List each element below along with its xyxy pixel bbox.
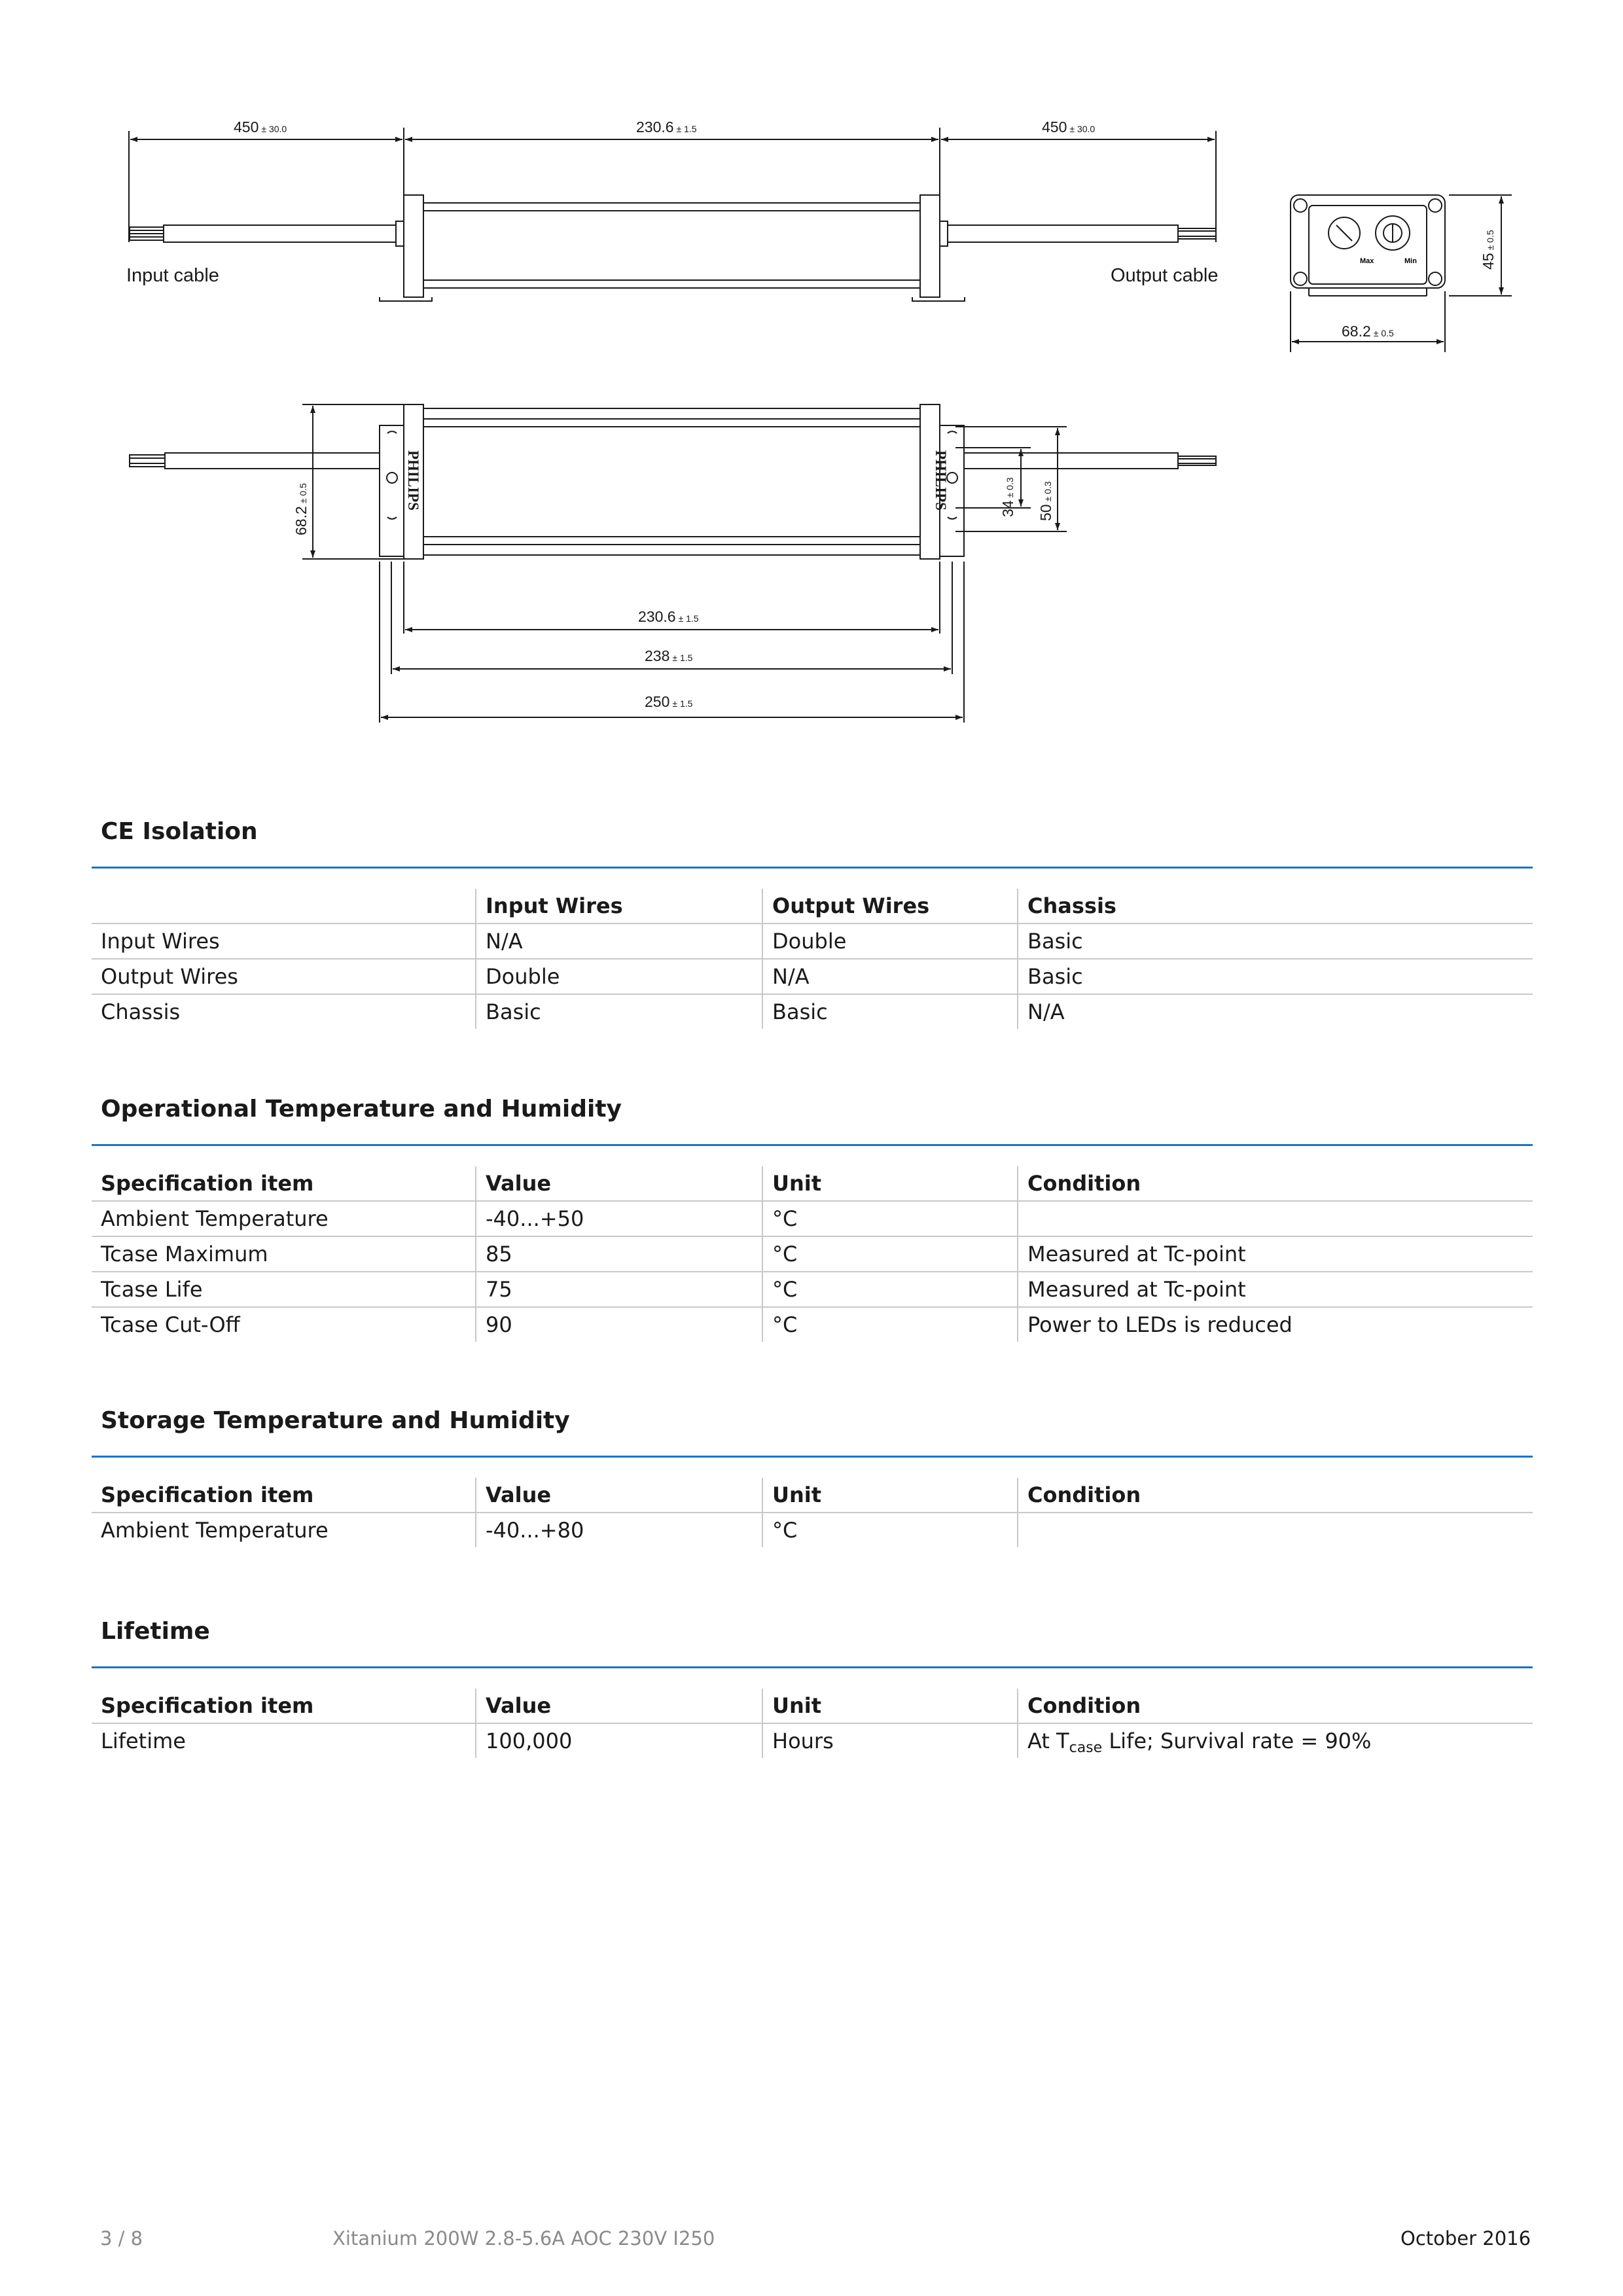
table-cell: N/A xyxy=(762,959,1018,994)
table-header-row xyxy=(92,1166,1533,1201)
table-cell: Basic xyxy=(476,994,762,1029)
table-cell: Double xyxy=(762,924,1018,959)
plan-total-length-dim: 250 ± 1.5 xyxy=(645,693,693,710)
technical-drawing xyxy=(0,0,1623,772)
table-cell: Chassis xyxy=(101,999,181,1024)
plan-width-dim: 68.2± 0.5 xyxy=(293,483,310,535)
table-cell: Measured at Tc-point xyxy=(1018,1272,1533,1307)
table-cell: Power to LEDs is reduced xyxy=(1018,1307,1533,1342)
storage-temp-table xyxy=(92,1478,1533,1547)
header-cell: Condition xyxy=(1018,1166,1533,1201)
page-number: 3 / 8 xyxy=(100,2227,143,2250)
lifetime-title: Lifetime xyxy=(101,1618,210,1645)
header-cell: Unit xyxy=(762,1478,1018,1513)
table-cell: 90 xyxy=(476,1307,762,1342)
table-cell: Double xyxy=(476,959,762,994)
plan-mount-inner-dim: 34± 0.3 xyxy=(999,477,1016,517)
table-cell: Tcase Cut-Off xyxy=(101,1312,240,1337)
table-header-row xyxy=(92,1478,1533,1513)
table-row xyxy=(92,1307,1533,1342)
table-cell: 85 xyxy=(476,1236,762,1272)
table-row xyxy=(92,1723,1533,1758)
table-cell: °C xyxy=(762,1513,1018,1547)
header-cell: Input Wires xyxy=(476,889,762,924)
table-header-row xyxy=(92,1689,1533,1723)
table-cell xyxy=(1018,1513,1533,1547)
table-row xyxy=(92,1272,1533,1307)
operational-temp-table xyxy=(92,1166,1533,1342)
section-divider xyxy=(92,867,1533,869)
table-row xyxy=(92,1236,1533,1272)
end-width-dim: 68.2 ± 0.5 xyxy=(1342,323,1394,340)
table-cell: °C xyxy=(762,1236,1018,1272)
section-divider xyxy=(92,1144,1533,1146)
ce-isolation-table xyxy=(92,889,1533,1029)
table-cell: N/A xyxy=(1018,994,1533,1029)
product-name: Xitanium 200W 2.8-5.6A AOC 230V I250 xyxy=(332,2227,715,2250)
header-cell: Specification item xyxy=(92,1689,476,1723)
table-cell: Tcase Maximum xyxy=(92,1236,476,1272)
header-cell: Condition xyxy=(1018,1689,1533,1723)
table-cell: Basic xyxy=(1018,924,1533,959)
table-cell: Ambient Temperature xyxy=(101,1518,329,1543)
header-cell: Value xyxy=(476,1166,762,1201)
table-row xyxy=(92,959,1533,994)
table-row xyxy=(92,994,1533,1029)
header-cell: Output Wires xyxy=(762,889,1018,924)
table-cell: Tcase Life xyxy=(92,1272,476,1307)
header-cell xyxy=(92,889,476,924)
condition-prefix: At T xyxy=(1027,1729,1069,1753)
table-cell: °C xyxy=(762,1307,1018,1342)
table-cell: -40...+50 xyxy=(476,1201,762,1236)
table-cell: Lifetime xyxy=(101,1729,186,1753)
operational-temp-title: Operational Temperature and Humidity xyxy=(101,1096,622,1122)
table-cell: 75 xyxy=(476,1272,762,1307)
table-cell: 100,000 xyxy=(476,1723,762,1758)
table-row xyxy=(92,1201,1533,1236)
table-cell xyxy=(1018,1201,1533,1236)
lifetime-table xyxy=(92,1689,1533,1758)
table-cell: Basic xyxy=(1018,959,1533,994)
header-cell: Value xyxy=(476,1689,762,1723)
end-view-drawing xyxy=(1291,195,1512,352)
header-cell: Unit xyxy=(762,1689,1018,1723)
document-date: October 2016 xyxy=(1400,2227,1531,2250)
plan-mount-outer-dim: 50± 0.3 xyxy=(1037,481,1054,521)
header-cell: Chassis xyxy=(1018,889,1533,924)
input-cable-label: Input cable xyxy=(126,265,219,286)
table-cell: Output Wires xyxy=(92,959,476,994)
table-cell: °C xyxy=(762,1272,1018,1307)
lifetime-condition-cell xyxy=(1018,1723,1533,1758)
table-cell: Measured at Tc-point xyxy=(1018,1236,1533,1272)
table-row xyxy=(92,924,1533,959)
table-cell: Basic xyxy=(762,994,1018,1029)
knob-max-label: Max xyxy=(1360,257,1374,265)
header-cell: Specification item xyxy=(92,1166,476,1201)
output-cable-label: Output cable xyxy=(1111,265,1219,286)
table-header-row xyxy=(92,889,1533,924)
header-cell: Unit xyxy=(762,1166,1018,1201)
table-cell: Input Wires xyxy=(92,924,476,959)
header-cell: Condition xyxy=(1018,1478,1533,1513)
condition-suffix: Life; Survival rate = 90% xyxy=(1102,1729,1372,1753)
table-cell: N/A xyxy=(476,924,762,959)
storage-temp-title: Storage Temperature and Humidity xyxy=(101,1407,570,1434)
table-row xyxy=(92,1513,1533,1547)
table-cell: -40...+80 xyxy=(476,1513,762,1547)
header-cell: Specification item xyxy=(92,1478,476,1513)
top-output-cable-dim: 450 ± 30.0 xyxy=(1042,118,1096,135)
condition-subscript: case xyxy=(1069,1740,1103,1756)
knob-min-label: Min xyxy=(1404,257,1417,265)
brand-label-left: PHILIPS xyxy=(405,450,421,511)
plan-view-drawing xyxy=(130,404,1216,723)
top-body-length-dim: 230.6 ± 1.5 xyxy=(636,118,697,135)
table-cell: Ambient Temperature xyxy=(92,1201,476,1236)
table-cell: °C xyxy=(762,1201,1018,1236)
section-divider xyxy=(92,1456,1533,1458)
brand-label-right: PHILIPS xyxy=(933,450,949,511)
end-height-dim: 45± 0.5 xyxy=(1480,230,1497,270)
top-view-drawing xyxy=(129,128,1219,301)
plan-mount-length-dim: 238 ± 1.5 xyxy=(645,647,693,664)
plan-body-length-dim: 230.6 ± 1.5 xyxy=(638,608,699,625)
top-input-cable-dim: 450 ± 30.0 xyxy=(234,118,287,135)
ce-isolation-title: CE Isolation xyxy=(101,818,258,845)
table-cell: Hours xyxy=(762,1723,1018,1758)
section-divider xyxy=(92,1666,1533,1668)
header-cell: Value xyxy=(476,1478,762,1513)
